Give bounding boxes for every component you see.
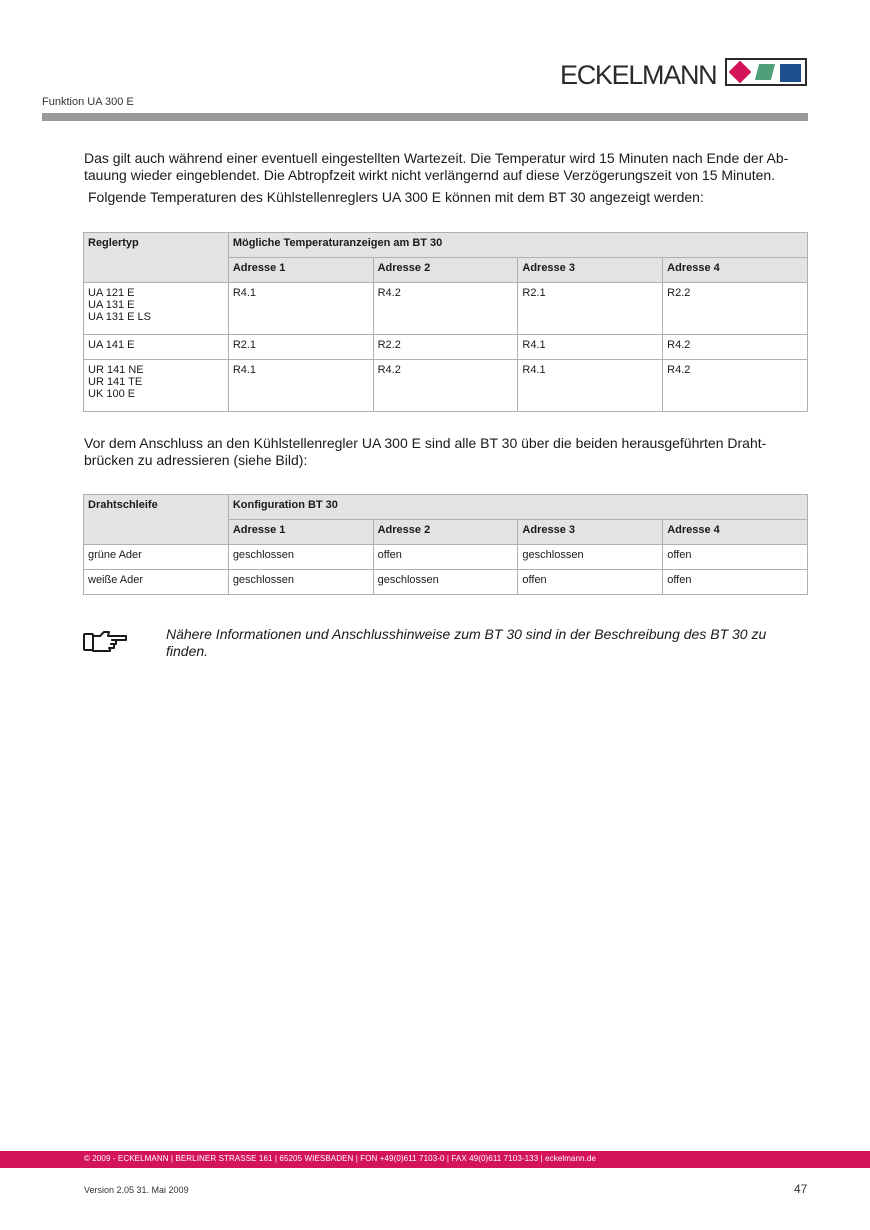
table-cell: R4.2 — [663, 335, 808, 360]
intro-paragraph: Das gilt auch während einer eventuell eingestellten Wartezeit. Die Temperatur wird 15 Minuten nach Ende der Ab- tauung wieder eingeblendet. Die Abtropfzeit wirkt nicht verlängernd auf diese Verzögerungszeit von 15 Minuten. — [84, 150, 789, 183]
brand-logo — [560, 58, 810, 88]
table-cell: offen — [373, 545, 518, 570]
table-header-controller-type: Reglertyp — [84, 233, 229, 283]
footer-copyright: © 2009 - ECKELMANN | BERLINER STRASSE 161 | 65205 WIESBADEN | FON +49(0)611 7103-0 | FAX 49(0)611 7103-133 | eckelmann.de — [84, 1154, 597, 1163]
row-label: UA 141 E — [84, 335, 229, 360]
table-cell: geschlossen — [228, 570, 373, 595]
table-row — [84, 283, 808, 335]
table-cell: R4.2 — [663, 360, 808, 412]
table-cell: R2.2 — [663, 283, 808, 335]
table-header-address-2: Adresse 2 — [373, 258, 518, 283]
row-label: weiße Ader — [84, 570, 229, 595]
table-cell: R4.1 — [518, 335, 663, 360]
table-header-group: Mögliche Temperaturanzeigen am BT 30 — [228, 233, 807, 258]
table-row — [84, 545, 808, 570]
table-header-address-4: Adresse 4 — [663, 258, 808, 283]
row-label: UR 141 NE UR 141 TE UK 100 E — [84, 360, 229, 412]
table-cell: R4.1 — [228, 283, 373, 335]
table-cell: geschlossen — [373, 570, 518, 595]
table-cell: R4.1 — [228, 360, 373, 412]
table-header-address-4: Adresse 4 — [663, 520, 808, 545]
table-cell: offen — [663, 545, 808, 570]
table-cell: R2.1 — [518, 283, 663, 335]
version-info: Version 2.05 31. Mai 2009 — [84, 1185, 189, 1195]
row-label: UA 121 E UA 131 E UA 131 E LS — [84, 283, 229, 335]
table-cell: R4.2 — [373, 283, 518, 335]
note-text: Nähere Informationen und Anschlusshinweise zum BT 30 sind in der Beschreibung des BT 30 zu finden. — [166, 626, 767, 659]
temperature-display-table — [83, 232, 808, 412]
table-row — [84, 335, 808, 360]
table-row — [84, 570, 808, 595]
table-cell: offen — [518, 570, 663, 595]
intro-lead: Folgende Temperaturen des Kühlstellenreglers UA 300 E können mit dem BT 30 angezeigt werden: — [88, 189, 704, 205]
table-cell: R2.1 — [228, 335, 373, 360]
brand-mark-icon — [725, 58, 807, 86]
table-cell: R4.1 — [518, 360, 663, 412]
footer-bar — [0, 1151, 870, 1168]
table-cell: R4.2 — [373, 360, 518, 412]
table-header-wire-loop: Drahtschleife — [84, 495, 229, 545]
table-header-address-1: Adresse 1 — [228, 520, 373, 545]
table-cell: R2.2 — [373, 335, 518, 360]
row-label: grüne Ader — [84, 545, 229, 570]
page-number: 47 — [794, 1182, 808, 1196]
configuration-table — [83, 494, 808, 595]
table-header-group: Konfiguration BT 30 — [228, 495, 807, 520]
table-header-address-3: Adresse 3 — [518, 258, 663, 283]
table-row — [84, 360, 808, 412]
table-header-address-2: Adresse 2 — [373, 520, 518, 545]
table-cell: offen — [663, 570, 808, 595]
addressing-paragraph: Vor dem Anschluss an den Kühlstellenregler UA 300 E sind alle BT 30 über die beiden herausgeführten Draht- brücken zu adressieren (siehe Bild): — [84, 435, 767, 468]
pointing-hand-icon — [82, 628, 130, 654]
table-header-address-1: Adresse 1 — [228, 258, 373, 283]
document-section-label: Funktion UA 300 E — [42, 96, 134, 108]
table-header-address-3: Adresse 3 — [518, 520, 663, 545]
table-cell: geschlossen — [518, 545, 663, 570]
brand-name: ECKELMANN — [560, 60, 717, 90]
header-divider — [42, 113, 808, 121]
table-cell: geschlossen — [228, 545, 373, 570]
